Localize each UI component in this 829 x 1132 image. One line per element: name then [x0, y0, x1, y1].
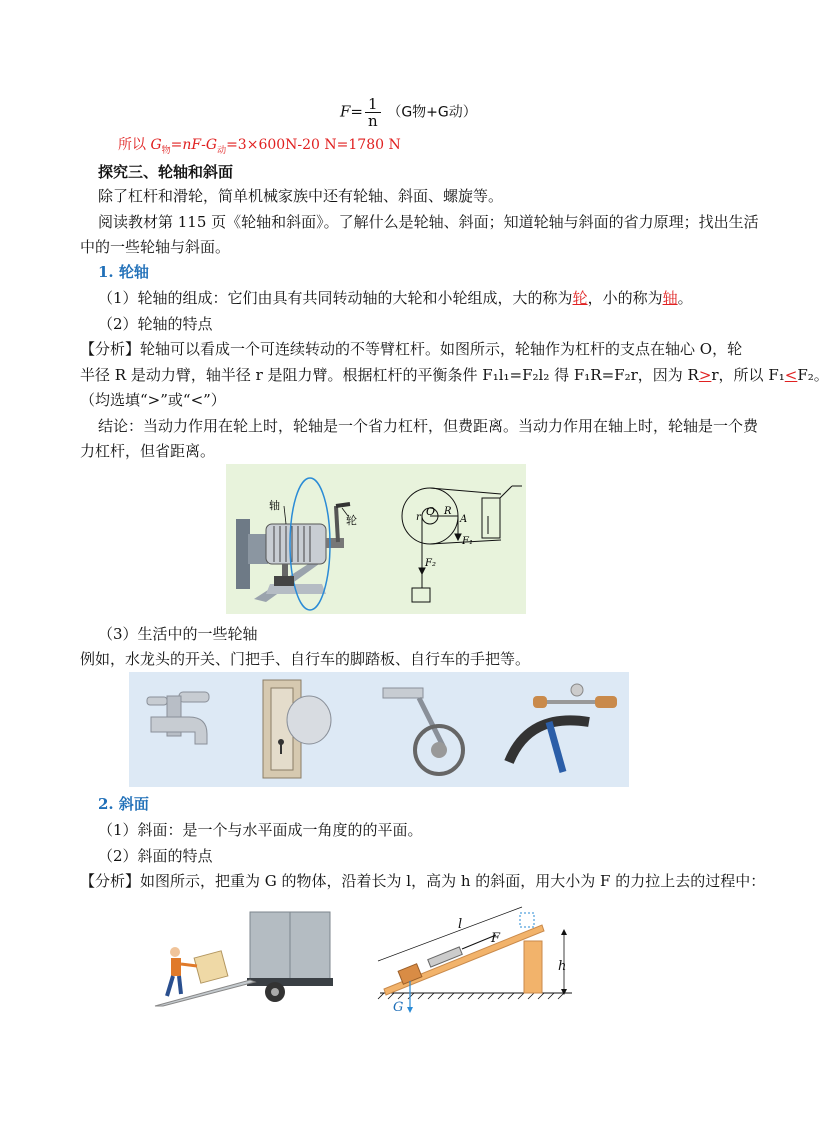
- formula-denominator: n: [367, 112, 378, 130]
- label-R: R: [444, 506, 452, 517]
- analysis-line2-b: r，所以 F₁: [711, 366, 785, 384]
- result-line: [118, 134, 401, 162]
- section3-read-line1: 阅读教材第 115 页《轮轴和斜面》。了解什么是轮轴、斜面；知道轮轴与斜面的省力原理；找出生活: [98, 213, 759, 231]
- wheel-axle-features: （2）轮轴的特点: [98, 315, 213, 333]
- section3-title: 探究三、轮轴和斜面: [98, 163, 234, 181]
- incline-label-h: h: [558, 959, 567, 974]
- result-eq: =: [170, 137, 183, 153]
- incline-features: （2）斜面的特点: [98, 847, 213, 865]
- answer-wheel: 轮: [572, 289, 588, 307]
- analysis-line2-c: F₂。: [797, 366, 829, 384]
- label-O: O: [426, 505, 436, 518]
- result-g-obj-sub: 物: [161, 145, 171, 156]
- label-F2: F₂: [425, 558, 436, 569]
- wheel-axle-analysis-line2: [80, 364, 829, 386]
- result-g-mov-sub: 动: [217, 145, 227, 156]
- formula-lhs: F: [340, 102, 351, 121]
- wheel-axle-analysis-line1: 【分析】轮轴可以看成一个可连续转动的不等臂杠杆。如图所示，轮轴作为杠杆的支点在轴心 O，轮: [80, 340, 743, 358]
- incline-analysis: 【分析】如图所示，把重为 G 的物体，沿着长为 l，高为 h 的斜面，用大小为 F 的力拉上去的过程中：: [80, 872, 766, 890]
- incline-schematic: [372, 905, 582, 1015]
- wheel-axle-figure: [226, 464, 526, 614]
- result-g-mov: G: [205, 137, 218, 153]
- incline-label-l: l: [458, 917, 463, 932]
- composition-pre: （1）轮轴的组成：它们由具有共同转动轴的大轮和小轮组成，大的称为: [98, 289, 573, 307]
- result-minus: -: [201, 137, 206, 153]
- section3-read-line2: 中的一些轮轴与斜面。: [80, 238, 231, 256]
- wheel-axle-composition: [98, 287, 693, 309]
- label-F1: F₁: [462, 536, 473, 547]
- incline-definition: （1）斜面：是一个与水平面成一角度的的平面。: [98, 821, 423, 839]
- life-examples-figure: [129, 672, 629, 787]
- result-rest: =3×600N-20 N=1780 N: [226, 137, 401, 153]
- label-wheel: 轮: [346, 514, 357, 527]
- composition-mid: ，小的称为: [587, 289, 663, 307]
- result-n: n: [182, 137, 192, 153]
- section3-intro: 除了杠杆和滑轮，简单机械家族中还有轮轴、斜面、螺旋等。: [98, 187, 504, 205]
- pulley-force-formula: [340, 96, 477, 136]
- formula-numerator: 1: [365, 96, 381, 113]
- label-axle: 轴: [269, 499, 280, 512]
- wheel-axle-heading: 1. 轮轴: [98, 263, 149, 281]
- answer-lt: <: [784, 366, 798, 384]
- result-f: F: [191, 137, 202, 153]
- wheel-axle-conclusion-line1: 结论：当动力作用在轮上时，轮轴是一个省力杠杆，但费距离。当动力作用在轴上时，轮轴是一个费: [98, 417, 759, 435]
- incline-heading: 2. 斜面: [98, 795, 149, 813]
- label-r: r: [416, 512, 421, 523]
- wheel-axle-analysis-line3: （均选填“>”或“<”）: [80, 391, 226, 409]
- life-examples-heading: （3）生活中的一些轮轴: [98, 625, 258, 643]
- label-A: A: [460, 514, 468, 525]
- result-g-obj: G: [150, 137, 162, 153]
- life-examples-text: 例如，水龙头的开关、门把手、自行车的脚踏板、自行车的手把等。: [80, 650, 531, 668]
- analysis-line2-a: 半径 R 是动力臂，轴半径 r 是阻力臂。根据杠杆的平衡条件 F₁l₁=F₂l₂ 得 F₁R=F₂r，因为 R: [80, 366, 699, 384]
- truck-ramp-figure: [155, 912, 335, 1006]
- wheel-axle-conclusion-line2: 力杠杆，但省距离。: [80, 442, 216, 460]
- formula-paren: （G物+G动）: [387, 104, 477, 121]
- answer-axle: 轴: [662, 289, 678, 307]
- result-prefix: 所以: [118, 137, 151, 153]
- incline-label-G: G: [393, 1000, 404, 1015]
- answer-gt: >: [698, 366, 712, 384]
- formula-fraction: [365, 96, 381, 129]
- composition-end: 。: [677, 289, 693, 307]
- incline-label-F: F: [491, 931, 501, 946]
- formula-eq: =: [350, 102, 363, 121]
